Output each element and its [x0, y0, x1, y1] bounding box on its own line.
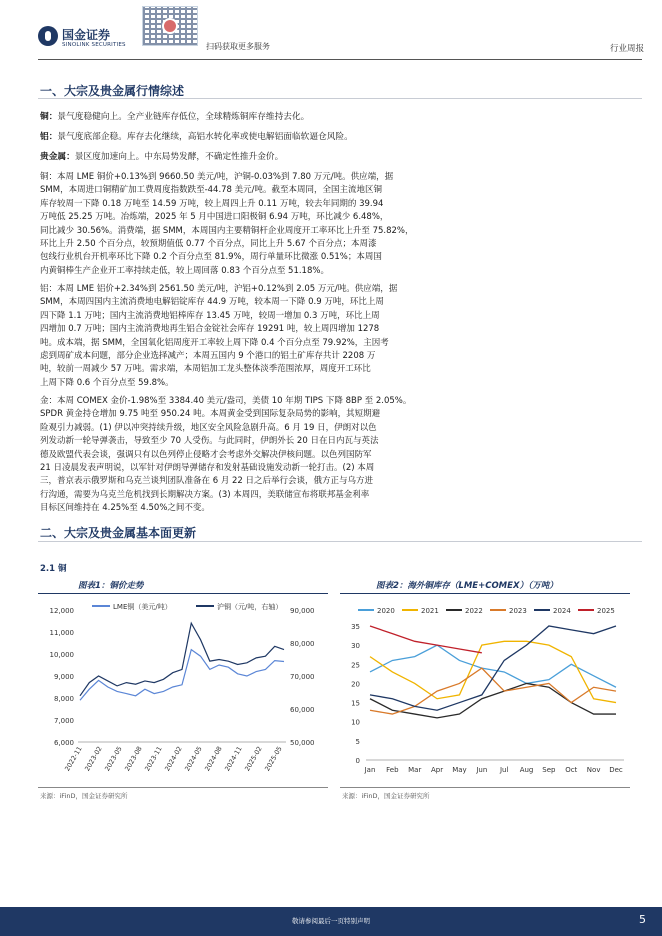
figure2-source: 来源：iFinD，国金证券研究所 [342, 792, 430, 800]
subsection-title-copper: 2.1 铜 [40, 564, 67, 574]
text-line: 险观引力减弱。(1) 伊以冲突持续升级，地区安全风险急剧升高。6 月 19 日，伊朗对以色 [40, 422, 377, 433]
summary-text: 景气度稳健向上。全产业链库存低位，全球精炼铜库存维持去化。 [57, 112, 310, 122]
summary-label: 铝： [40, 132, 58, 142]
summary-label: 铜： [40, 112, 58, 122]
x-tick-label: Feb [386, 766, 399, 774]
text-line: 金：本周 COMEX 金价-1.98%至 3384.40 美元/盎司，美债 10 年期 TIPS 下降 8BP 至 2.05%。 [40, 396, 412, 406]
text-line: 万吨低 25.25 万吨。冶炼端，2025 年 5 月中国进口阳极铜 6.94 万吨，环比减少 6.48%， [40, 212, 389, 223]
summary-text: 景区度加速向上。中东局势发酵，不确定性推升金价。 [74, 152, 284, 162]
y-tick-label: 10 [351, 718, 360, 727]
disclaimer-notice: 敬请参阅最后一页特别声明 [292, 917, 370, 925]
text-line: 目标区间维持在 4.25%至 4.50%之间不变。 [40, 503, 210, 514]
y-right-tick-label: 70,000 [290, 673, 315, 681]
y-right-tick-label: 60,000 [290, 706, 315, 714]
text-line: 库存较周一下降 0.18 万吨至 14.59 万吨，较上周四上升 0.11 万吨，较去年同期的 39.94 [40, 198, 384, 209]
text-line: 21 日凌晨发表声明说，以军针对伊朗导弹储存和发射基础设施发动新一轮打击。(2) 本周 [40, 463, 375, 474]
y-tick-label: 20 [351, 680, 360, 689]
y-left-tick-label: 6,000 [53, 739, 74, 747]
x-tick-label: Mar [408, 766, 422, 774]
figure2-title: 图表2：海外铜库存（LME+COMEX）（万吨） [376, 581, 558, 591]
x-tick-label: Apr [431, 766, 444, 774]
section-divider [38, 541, 642, 542]
x-tick-label: 2023-02 [83, 745, 104, 773]
figure2-title-rule [340, 593, 630, 594]
x-tick-label: 2025-02 [243, 745, 264, 773]
figure1-source-rule [38, 787, 328, 788]
text-line: 四下降 1.1 万吨；国内主流消费地铝棒库存 13.45 万吨，较周一增加 0.3 万吨，环比上周 [40, 310, 380, 321]
y-tick-label: 5 [355, 737, 360, 746]
page-footer [0, 907, 662, 936]
text-line: 列发动新一轮导弹袭击，导致至少 70 人受伤。与此同时，伊朗外长 20 日在日内瓦与英法 [40, 436, 379, 447]
y-left-tick-label: 10,000 [49, 651, 74, 659]
x-tick-label: Dec [609, 766, 623, 774]
text-line: 环比上升 2.50 个百分点，较预期值低 0.77 个百分点，同比上升 5.67 个百分点；本周漆 [40, 239, 377, 250]
x-tick-label: 2023-08 [123, 745, 144, 773]
series-line-lme [80, 650, 284, 701]
series-line-2020 [370, 645, 616, 687]
text-line: SMM，本周四国内主流消费地电解铝锭库存 44.9 万吨，较本周一下降 0.9 万吨，环比上周 [40, 297, 384, 308]
page-header [0, 0, 662, 62]
y-left-tick-label: 11,000 [49, 629, 74, 637]
series-line-2021 [370, 641, 616, 702]
x-tick-label: Jan [364, 766, 376, 774]
y-tick-label: 25 [351, 661, 360, 670]
legend-label-2025: 2025 [597, 607, 615, 615]
y-right-tick-label: 50,000 [290, 739, 315, 747]
x-tick-label: 2024-08 [203, 745, 224, 773]
section-title-fundamentals: 二、大宗及贵金属基本面更新 [40, 526, 197, 540]
x-tick-label: Aug [519, 766, 534, 774]
x-tick-label: Jul [499, 766, 509, 774]
company-name-en: SINOLINK SECURITIES [62, 42, 126, 48]
summary-aluminum [40, 130, 353, 142]
summary-text: 景气度底部企稳。库存去化继续，高铝水转化率或使电解铝面临软逼仓风险。 [57, 132, 353, 142]
x-tick-label: 2025-05 [263, 745, 284, 773]
copper-price-chart [38, 598, 328, 784]
y-tick-label: 30 [351, 642, 360, 651]
page-number: 5 [639, 913, 646, 926]
series-line-2025 [370, 626, 482, 653]
y-right-tick-label: 80,000 [290, 640, 315, 648]
text-line: 吨，较前一周减少 57 万吨。需求端，本周铝加工龙头整体淡季范围浓厚，周度开工环比 [40, 364, 371, 375]
summary-precious-metals [40, 150, 283, 162]
text-line: 吨。成本端，据 SMM，全国氧化铝周度开工率较上周下降 0.4 个百分点至 79.92%，主因考 [40, 337, 389, 348]
text-line: 三，普京表示俄罗斯和乌克兰谈判团队准备在 6 月 22 日之后举行会谈，俄方正与乌方进 [40, 476, 374, 487]
text-line: SMM，本周进口铜精矿加工费周度指数跌至-44.78 美元/吨。截至本周同，全国主流地区铜 [40, 185, 383, 196]
legend-label-2020: 2020 [377, 607, 395, 615]
text-line: 德及欧盟代表会谈，强调只有以色列停止侵略才会考虑外交解决伊核问题。以色列国防军 [40, 449, 372, 460]
paragraph-copper [40, 171, 622, 278]
legend-label-shfe: 沪铜（元/吨，右轴） [217, 603, 283, 611]
qr-center-logo-icon [162, 18, 178, 34]
x-tick-label: Oct [565, 766, 578, 774]
figure1-source: 来源：iFinD，国金证券研究所 [40, 792, 128, 800]
figure2-source-rule [340, 787, 630, 788]
text-line: 四增加 0.7 万吨；国内主流消费地再生铝合金锭社会库存 19291 吨，较上周四增加 1278 [40, 324, 380, 335]
company-name: 国金证券 [62, 28, 111, 42]
paragraph-gold [40, 395, 622, 516]
overseas-copper-inventory-chart [340, 598, 630, 784]
y-left-tick-label: 9,000 [53, 673, 74, 681]
company-logo-icon [38, 26, 58, 46]
x-tick-label: 2024-02 [163, 745, 184, 773]
paragraph-aluminum [40, 283, 622, 390]
summary-label: 贵金属： [40, 152, 75, 162]
y-tick-label: 35 [351, 623, 360, 631]
x-tick-label: Jun [476, 766, 488, 774]
legend-label-2024: 2024 [553, 607, 571, 615]
section-title-market-review: 一、大宗及贵金属行情综述 [40, 84, 185, 98]
summary-copper [40, 110, 309, 122]
legend-label-lme: LME铜（美元/吨） [113, 603, 172, 611]
y-left-tick-label: 8,000 [53, 695, 74, 703]
text-line: 同比减少 30.56%。消费端，据 SMM，本周国内主要精铜杆企业周度开工率环比上升至 75.82%， [40, 225, 414, 236]
y-tick-label: 15 [351, 699, 360, 708]
x-tick-label: 2023-05 [103, 745, 124, 773]
legend-label-2021: 2021 [421, 607, 439, 615]
text-line: 上周下降 0.6 个百分点至 59.8%。 [40, 377, 174, 388]
report-type-label: 行业周报 [609, 44, 644, 54]
x-tick-label: 2024-11 [223, 745, 244, 773]
x-tick-label: Sep [542, 766, 556, 774]
text-line: 内黄铜棒生产企业开工率持续走低，较上周回落 0.83 个百分点至 51.18%。 [40, 265, 329, 276]
section-divider [38, 98, 642, 99]
x-tick-label: May [452, 766, 467, 774]
x-tick-label: 2023-11 [143, 745, 164, 773]
qr-caption: 扫码获取更多服务 [206, 42, 270, 51]
text-line: 虑到周矿成本问题，部分企业选择减产；本周五国内 9 个港口的铝土矿库存共计 2208 万 [40, 351, 376, 362]
legend-label-2022: 2022 [465, 607, 483, 615]
y-left-tick-label: 12,000 [49, 607, 74, 615]
header-divider [38, 59, 642, 60]
y-tick-label: 0 [355, 757, 360, 765]
text-line: SPDR 黄金持仓增加 9.75 吨至 950.24 吨。本周黄金受到国际复杂局势的影响，其短期避 [40, 409, 381, 420]
text-line: 铝：本周 LME 铝价+2.34%到 2561.50 美元/吨，沪铝+0.12%到 2.05 万元/吨。供应端，据 [40, 284, 398, 294]
text-line: 包线行业机台开机率环比下降 0.2 个百分点至 81.9%，周行单量环比微涨 0.51%；本周国 [40, 252, 382, 263]
text-line: 行沟通，需要为乌克兰危机找到长期解决方案。(3) 本周四，美联储宣布将联邦基金利率 [40, 489, 370, 500]
x-tick-label: Nov [586, 766, 601, 774]
y-right-tick-label: 90,000 [290, 607, 315, 615]
x-tick-label: 2022-11 [63, 745, 84, 773]
figure1-title: 图表1：铜价走势 [78, 581, 144, 591]
text-line: 铜：本周 LME 铜价+0.13%到 9660.50 美元/吨，沪铜-0.03%到 7.80 万元/吨。供应端，据 [40, 172, 394, 182]
y-left-tick-label: 7,000 [53, 717, 74, 725]
legend-label-2023: 2023 [509, 607, 527, 615]
series-line-2022 [370, 683, 616, 717]
x-tick-label: 2024-05 [183, 745, 204, 773]
figure1-title-rule [38, 593, 328, 594]
